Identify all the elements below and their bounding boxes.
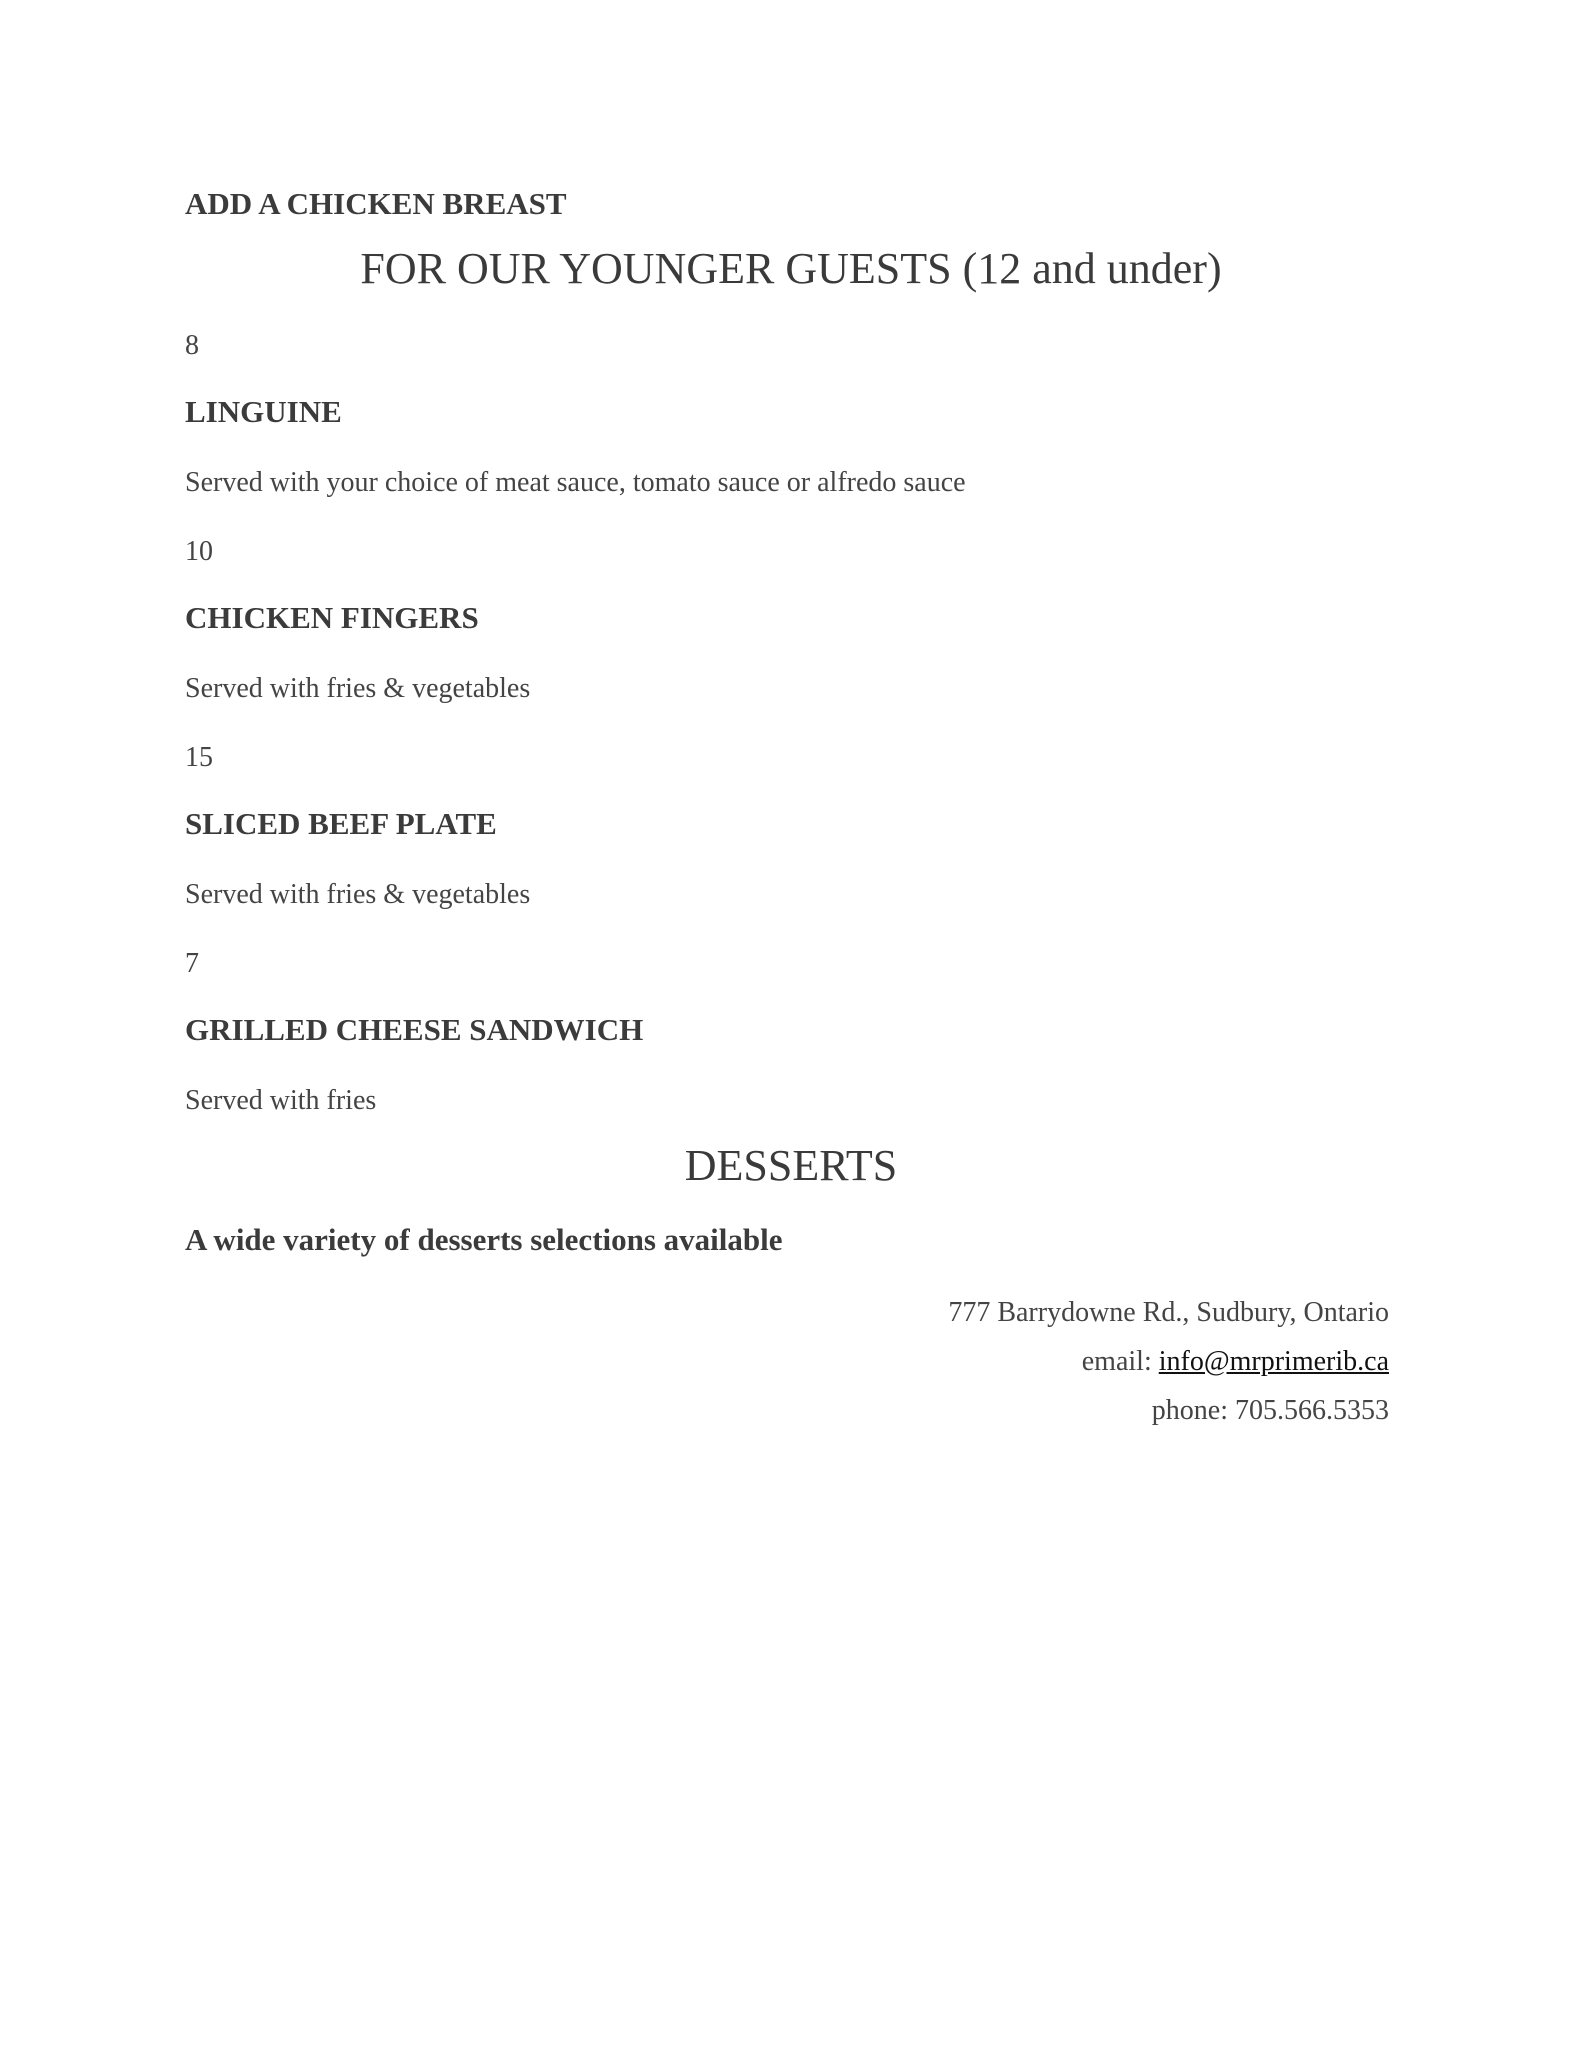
email-link[interactable]: info@mrprimerib.ca: [1158, 1346, 1389, 1377]
item-price: 15: [185, 742, 213, 773]
item-name: GRILLED CHEESE SANDWICH: [185, 1012, 644, 1047]
item-description: Served with fries: [185, 1085, 377, 1116]
email-line: [1082, 1346, 1389, 1378]
desserts-heading: DESSERTS: [684, 1141, 898, 1190]
item-description: Served with fries & vegetables: [185, 879, 531, 910]
item-description: Served with fries & vegetables: [185, 673, 531, 704]
item-name: LINGUINE: [185, 394, 342, 429]
item-price: 10: [185, 536, 213, 567]
item-name: CHICKEN FINGERS: [185, 600, 479, 635]
item-price: 7: [185, 948, 199, 979]
item-name: SLICED BEEF PLATE: [185, 806, 497, 841]
item-price: 8: [185, 330, 199, 361]
kids-section-heading: FOR OUR YOUNGER GUESTS (12 and under): [360, 244, 1222, 293]
item-description: Served with your choice of meat sauce, tomato sauce or alfredo sauce: [185, 467, 966, 498]
email-label: email:: [1081, 1346, 1159, 1377]
desserts-note: A wide variety of desserts selections available: [185, 1222, 783, 1257]
add-chicken-breast-text: ADD A CHICKEN BREAST: [185, 186, 567, 221]
restaurant-address: 777 Barrydowne Rd., Sudbury, Ontario: [948, 1297, 1389, 1328]
phone-line: phone: 705.566.5353: [1151, 1395, 1389, 1426]
